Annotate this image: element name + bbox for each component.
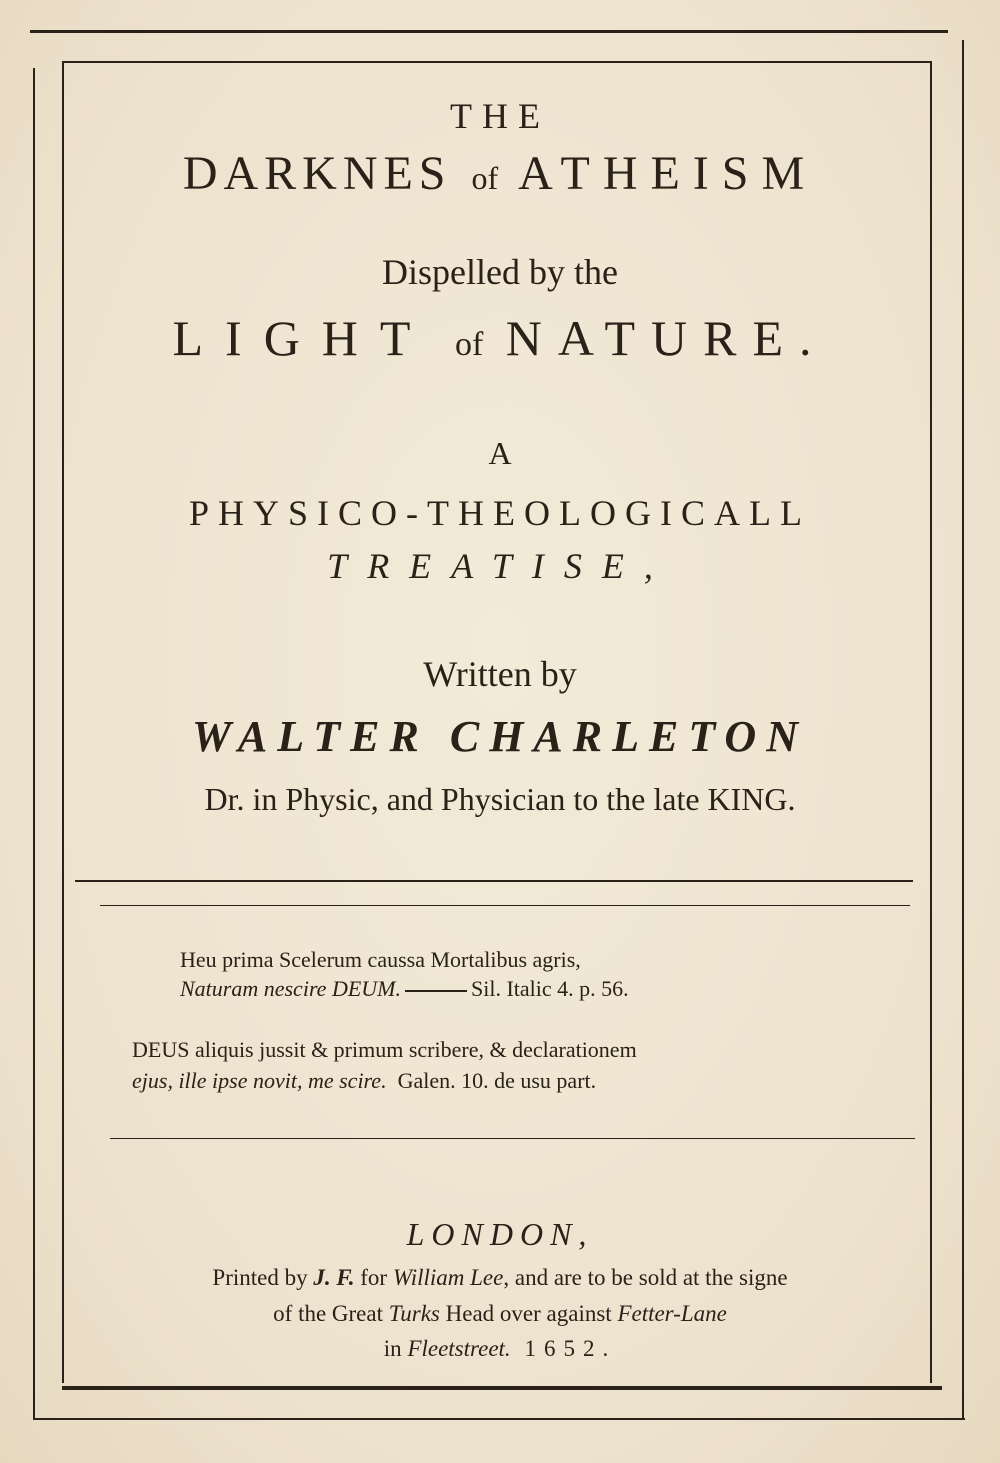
- imprint-turks: Turks: [388, 1301, 440, 1326]
- imprint-sold-at: , and are to be sold at the signe: [503, 1265, 788, 1290]
- imprint-city: LONDON,: [406, 1216, 594, 1252]
- imprint-printer: J. F.: [313, 1265, 355, 1290]
- left-outer-rule: [33, 68, 35, 1420]
- epigraph-2-line-1: DEUS aliquis jussit & primum scribere, & declarationem: [132, 1037, 637, 1062]
- epigraph-2-citation: Galen. 10. de usu part.: [397, 1068, 597, 1093]
- title-darknes: DARKNES: [182, 147, 452, 200]
- separator-rule-1b: [100, 905, 910, 906]
- title-of-1: of: [471, 160, 499, 196]
- title-the: THE: [450, 96, 550, 136]
- imprint-printed-by: Printed by: [212, 1265, 308, 1290]
- imprint-fleetstreet: Fleetstreet.: [407, 1336, 511, 1361]
- title-atheism: ATHEISM: [518, 147, 818, 200]
- right-outer-rule: [962, 40, 964, 1420]
- epigraph-1-line-1: Heu prima Scelerum caussa Mortalibus agris,: [180, 947, 581, 972]
- imprint-line-3: [60, 1337, 940, 1360]
- epigraph-1-citation: Sil. Italic 4. p. 56.: [471, 976, 629, 1001]
- title-light-of-nature: [60, 310, 940, 366]
- imprint-publisher: William Lee: [392, 1265, 504, 1290]
- bottom-outer-rule: [35, 1418, 965, 1420]
- top-inner-rule: [62, 61, 930, 63]
- imprint-line-2: [60, 1302, 940, 1325]
- imprint-fetter-lane: Fetter-Lane: [617, 1301, 727, 1326]
- title-of-2: of: [454, 326, 484, 363]
- imprint-year: 1652.: [524, 1336, 617, 1361]
- separator-rule-1a: [75, 880, 913, 882]
- title-physico-theologicall: PHYSICO-THEOLOGICALL: [189, 493, 811, 533]
- top-outer-rule: [30, 30, 948, 33]
- written-by: Written by: [423, 654, 577, 694]
- title-light: LIGHT: [172, 310, 433, 366]
- title-treatise: TREATISE,: [327, 546, 673, 586]
- epigraph-dash: [405, 990, 467, 992]
- imprint-of-the-great: of the Great: [273, 1301, 383, 1326]
- imprint-line-1: [60, 1266, 940, 1289]
- title-nature: NATURE.: [505, 310, 828, 366]
- author-credentials: Dr. in Physic, and Physician to the late KING.: [204, 781, 796, 817]
- separator-rule-2: [110, 1138, 915, 1139]
- epigraph-1-line-2: [180, 978, 629, 1000]
- author-name: WALTER CHARLETON: [192, 712, 808, 761]
- imprint-for: for: [360, 1265, 388, 1290]
- title-a: A: [488, 435, 512, 471]
- imprint-in: in: [383, 1336, 402, 1361]
- bottom-inner-rule: [62, 1386, 942, 1390]
- epigraph-2-latin: ejus, ille ipse novit, me scire.: [132, 1068, 387, 1093]
- epigraph-2-line-2: [132, 1070, 596, 1092]
- title-darkness-of-atheism: [60, 147, 940, 200]
- title-dispelled: Dispelled by the: [382, 252, 618, 292]
- imprint-head-over-against: Head over against: [445, 1301, 612, 1326]
- epigraph-1-latin: Naturam nescire DEUM.: [180, 976, 401, 1001]
